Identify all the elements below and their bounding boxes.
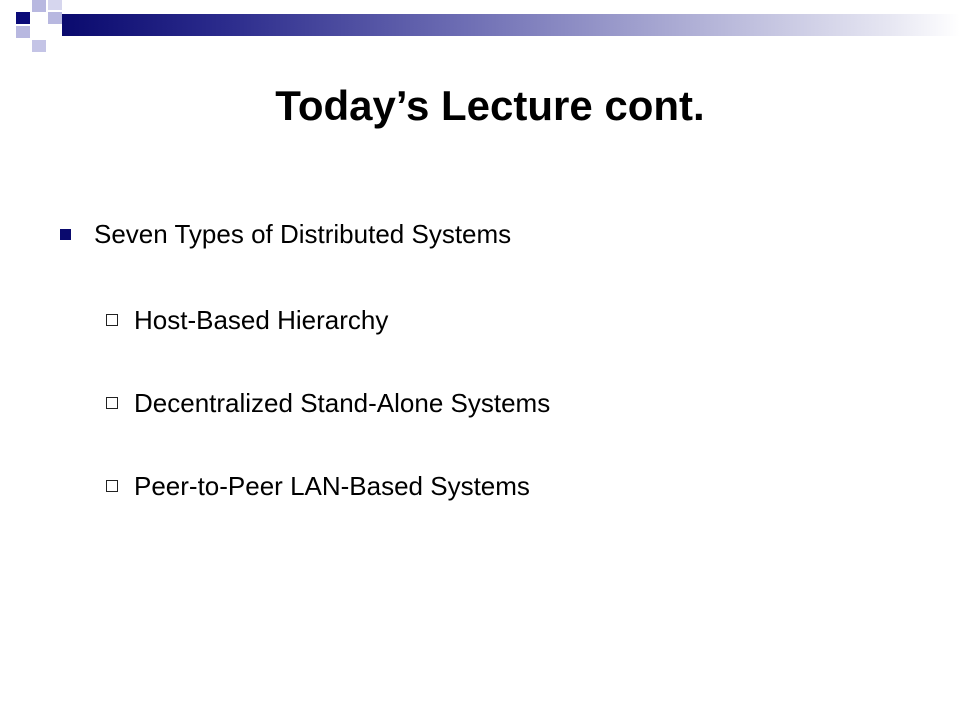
sub-bullet-item [106, 302, 388, 338]
header-gradient-bar [62, 14, 960, 36]
sub-bullet-text: Peer-to-Peer LAN-Based Systems [134, 471, 530, 501]
slide-title: Today’s Lecture cont. [275, 82, 705, 129]
bullet-text: Seven Types of Distributed Systems [94, 219, 512, 249]
decorative-square [16, 26, 30, 38]
hollow-square-bullet-icon [106, 314, 118, 326]
decorative-square [48, 0, 62, 10]
sub-bullet-text: Host-Based Hierarchy [134, 305, 389, 335]
bullet-item [60, 214, 511, 254]
sub-bullet-item [106, 468, 530, 504]
sub-bullet-item [106, 385, 550, 421]
sub-bullet-text: Decentralized Stand-Alone Systems [134, 388, 551, 418]
decorative-square [16, 12, 30, 24]
hollow-square-bullet-icon [106, 480, 118, 492]
hollow-square-bullet-icon [106, 397, 118, 409]
decorative-square [32, 40, 46, 52]
square-bullet-icon [60, 229, 71, 240]
decorative-square [32, 0, 46, 12]
decorative-square [48, 12, 62, 24]
